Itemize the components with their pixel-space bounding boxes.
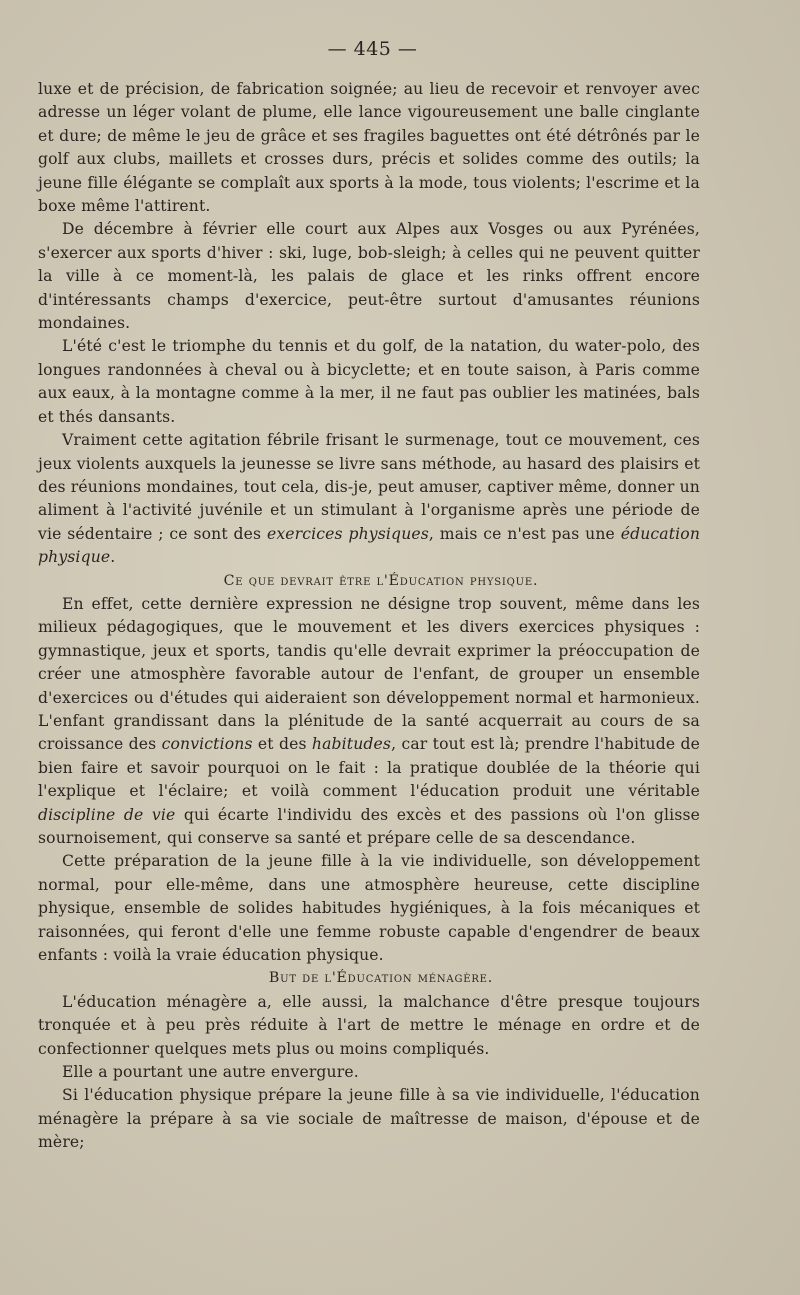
page-number: — 445 — bbox=[327, 38, 418, 60]
paragraph-1: luxe et de précision, de fabrication soignée; au lieu de recevoir et renvoyer avec adresse un léger volant de plume, elle lance vigoureusement une balle cinglante et dure; de même le jeu de grâce et ses fragiles baguettes ont été détrônés par le golf aux clubs, maillets et crosses durs, précis et solides comme des outils; la jeune fille élégante se complaît aux sports à la mode, tous violents; l'escrime et la boxe même l'attirent. bbox=[38, 80, 700, 216]
paragraph-4-text-a: Vraiment cette agitation fébrile frisant le surmenage, tout ce mouvement, ces jeux violents auxquels la jeunesse se livre sans méthode, au hasard des plaisirs et des réunions mondaines, tout cela, dis-je, peut amuser, captiver même, donner un aliment à l'activité juvénile et un stimulant à l'organisme après une période de vie sédentaire ; ce sont des bbox=[38, 431, 700, 543]
paragraph-4-text-b: , mais ce n'est pas une bbox=[428, 524, 621, 543]
paragraph-4 bbox=[38, 429, 700, 569]
paragraph-4-italic-1: exercices physiques bbox=[266, 524, 429, 543]
paragraph-7: L'éducation ménagère a, elle aussi, la malchance d'être presque toujours tronquée et à peu près réduite à l'art de mettre le ménage en ordre et de confectionner quelques mets plus ou moins compliqués. bbox=[38, 992, 700, 1058]
paragraph-8: Elle a pourtant une autre envergure. bbox=[62, 1063, 359, 1082]
paragraph-5-text-d: qui écarte l'individu des excès et des passions où l'on glisse sournoisement, qui conserve sa santé et prépare celle de sa descendance. bbox=[38, 805, 701, 847]
paragraph-5 bbox=[38, 593, 700, 850]
paragraph-5-italic-3: discipline de vie bbox=[38, 805, 176, 824]
section-heading-physical-education: Ce que devrait être l'Éducation physique. bbox=[223, 572, 539, 589]
paragraph-3: L'été c'est le triomphe du tennis et du golf, de la natation, du water-polo, des longues randonnées à cheval ou à bicyclette; et en toute saison, à Paris comme aux eaux, à la montagne comme à la mer, il ne faut pas oublier les matinées, bals et thés dansants. bbox=[38, 337, 700, 426]
section-heading-household-education: But de l'Éducation ménagère. bbox=[268, 970, 494, 987]
paragraph-9: Si l'éducation physique prépare la jeune fille à sa vie individuelle, l'éducation ménagère la prépare à sa vie sociale de maîtresse de maison, d'épouse et de mère; bbox=[38, 1086, 700, 1152]
paragraph-5-italic-1: convictions bbox=[161, 735, 253, 754]
paragraph-5-text-a: En effet, cette dernière expression ne désigne trop souvent, même dans les milieux pédagogiques, que le mouvement et les divers exercices physiques : gymnastique, jeux et sports, tandis qu'elle devrait exprimer la préoccupation de créer une atmosphère favorable autour de l'enfant, de grouper un ensemble d'exercices ou d'études qui aideraient son développement normal et harmonieux. L'enfant grandissant dans la plénitude de la santé acquerrait au cours de sa croissance des bbox=[38, 594, 700, 754]
paragraph-6: Cette préparation de la jeune fille à la vie individuelle, son développement normal, pour elle-même, dans une atmosphère heureuse, cette discipline physique, ensemble de solides habitudes hygiéniques, à la fois mécaniques et raisonnées, qui feront d'elle une femme robuste capable d'engendrer de beaux enfants : voilà la vraie éducation physique. bbox=[38, 852, 700, 965]
paragraph-5-text-c: , car tout est là; prendre l'habitude de bien faire et savoir pourquoi on le fait : la pratique doublée de la théorie qui l'explique et l'éclaire; et voilà comment l'éducation produit une véritable bbox=[38, 735, 701, 801]
paragraph-5-italic-2: habitudes bbox=[311, 735, 392, 754]
paragraph-2: De décembre à février elle court aux Alpes aux Vosges ou aux Pyrénées, s'exercer aux sports d'hiver : ski, luge, bob-sleigh; à celles qui ne peuvent quitter la ville à ce moment-là, les palais de glace et les rinks offrent encore d'intéressants champs d'exercice, peut-être surtout d'amusantes réunions mondaines. bbox=[38, 220, 700, 333]
paragraph-4-text-c: . bbox=[110, 548, 116, 567]
body-text bbox=[38, 78, 700, 1155]
paragraph-4-italic-2: éducation physique bbox=[38, 524, 701, 567]
paragraph-5-text-b: et des bbox=[252, 735, 312, 754]
